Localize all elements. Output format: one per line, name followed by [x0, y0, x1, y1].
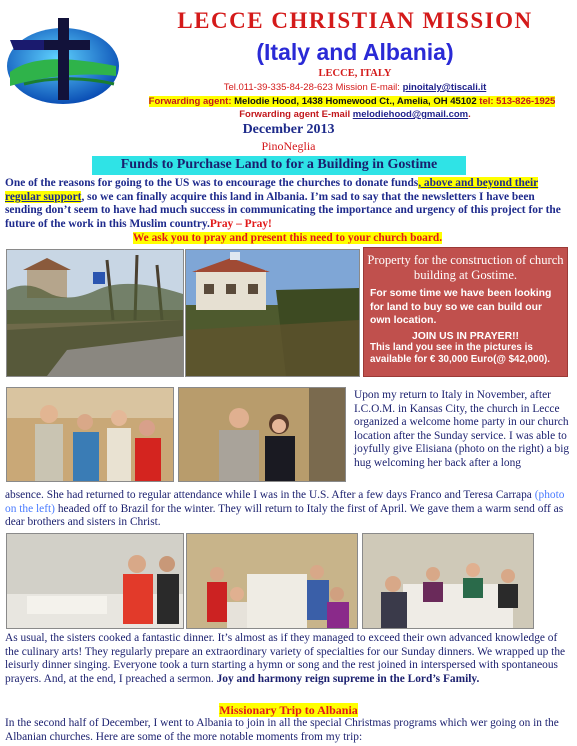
- intro-text-1: One of the reasons for going to the US was to encourage the churches to donate funds: [5, 177, 419, 189]
- org-title: LECCE CHRISTIAN MISSION: [177, 8, 533, 33]
- org-subtitle: (Italy and Albania): [256, 39, 454, 65]
- location: LECCE, ITALY: [318, 68, 392, 79]
- return-story-photo-note: (photo on the left): [5, 489, 565, 515]
- dinner-photo-2: [186, 533, 358, 629]
- property-info-box: [363, 247, 568, 377]
- mission-trip-heading: [0, 703, 577, 718]
- return-story-text-2b: headed off to Brazil for the winter. They will return to Italy the first of April. We gave them a warm send off as dear brothers and sisters in Christ.: [5, 502, 564, 529]
- welcome-photo-left: [6, 387, 174, 482]
- intro-highlight: , above and beyond their regular support: [5, 177, 539, 203]
- author-name: PinoNeglia: [261, 139, 316, 153]
- welcome-photo-right: [178, 387, 346, 482]
- return-story-part2: [5, 489, 573, 530]
- return-story-part1: [354, 389, 574, 471]
- land-photo-1: [6, 249, 184, 377]
- dinner-closing: Joy and harmony reign supreme in the Lord’s Family.: [216, 672, 480, 685]
- albania-paragraph: [5, 717, 573, 744]
- forwarding-tel: tel: 513-826-1925: [476, 96, 556, 107]
- intro-paragraph: [5, 177, 573, 231]
- forwarding-email-end: .: [468, 109, 471, 120]
- mission-email-link[interactable]: pinoitaly@tiscali.it: [402, 82, 487, 93]
- contact-line: [140, 82, 570, 93]
- albania-text: In the second half of December, I went to Albania to join in all the special Christmas programs which wer going on in the Albanian churches. Here are some of the more notable moments from my trip:: [5, 717, 559, 743]
- tel-label: Tel.: [223, 82, 239, 93]
- headline: Funds to Purchase Land to for a Building in Gostime: [92, 156, 466, 175]
- dinner-paragraph: [5, 632, 573, 686]
- forwarding-email-line: [140, 109, 570, 120]
- prayer-request-text: We ask you to pray and present this need to your church board.: [132, 232, 443, 244]
- property-heading: Property for the construction of church building at Gostime.: [367, 253, 564, 282]
- property-price: This land you see in the pictures is available for € 30,000 Euro(@ $42,000).: [370, 341, 551, 366]
- dinner-text: As usual, the sisters cooked a fantastic dinner. It’s almost as if they managed to exceed their own advanced knowledge of the culinary arts! They regularly prepare an extraordinary variety of specialties for our Sunday dinners. We wrapped up the leisurly dinner singing. Everyone took a turn starting a hymn or song and the rest joined in interspersed with spontaneous prayers. And, at the end, I preached a sermon.: [5, 632, 566, 685]
- return-story-text-2a: absence. She had returned to regular attendance while I was in the U.S. After a few days Franco and Teresa Carrapa: [5, 489, 535, 501]
- forwarding-agent-line: [128, 96, 576, 107]
- return-story-text-1: Upon my return to Italy in November, after I.C.O.M. in Kansas City, the church in Lecce organized a welcome home party in our church location after the Sunday service. I was able to joyfully give Elisiana (photo on the right) a big hug welcoming her back after a long: [354, 389, 570, 469]
- dinner-photo-3: [362, 533, 534, 629]
- forwarding-label: Forwarding agent:: [148, 96, 235, 107]
- newsletter-date: December 2013: [242, 122, 335, 137]
- forwarding-email-label: Forwarding agent E-mail: [239, 109, 353, 120]
- mission-email-label: Mission E-mail:: [335, 82, 403, 93]
- pray-text: Pray – Pray!: [209, 217, 272, 230]
- forwarding-email-link[interactable]: melodiehood@gmail.com: [352, 109, 469, 120]
- land-photo-2: [185, 249, 360, 377]
- mission-trip-heading-text: Missionary Trip to Albania: [219, 703, 358, 717]
- property-join: JOIN US IN PRAYER!!: [411, 330, 519, 342]
- property-body: For some time we have been looking for land to buy so we can build our own location.: [370, 288, 552, 327]
- dinner-photo-1: [6, 533, 184, 629]
- forwarding-address: Melodie Hood, 1438 Homewood Ct., Amelia, OH 45102: [234, 96, 477, 107]
- mission-logo: [4, 14, 122, 108]
- tel-number: 011-39-335-84-28-623: [238, 82, 333, 93]
- intro-text-2: , so we can finally acquire this land in Albania. I’m sad to say that the newsletters I have been sending don’t seem to have had much success in communicating the importance and urgency of this project for the future of the work in this Muslim country.: [5, 190, 561, 230]
- prayer-request: [5, 232, 570, 244]
